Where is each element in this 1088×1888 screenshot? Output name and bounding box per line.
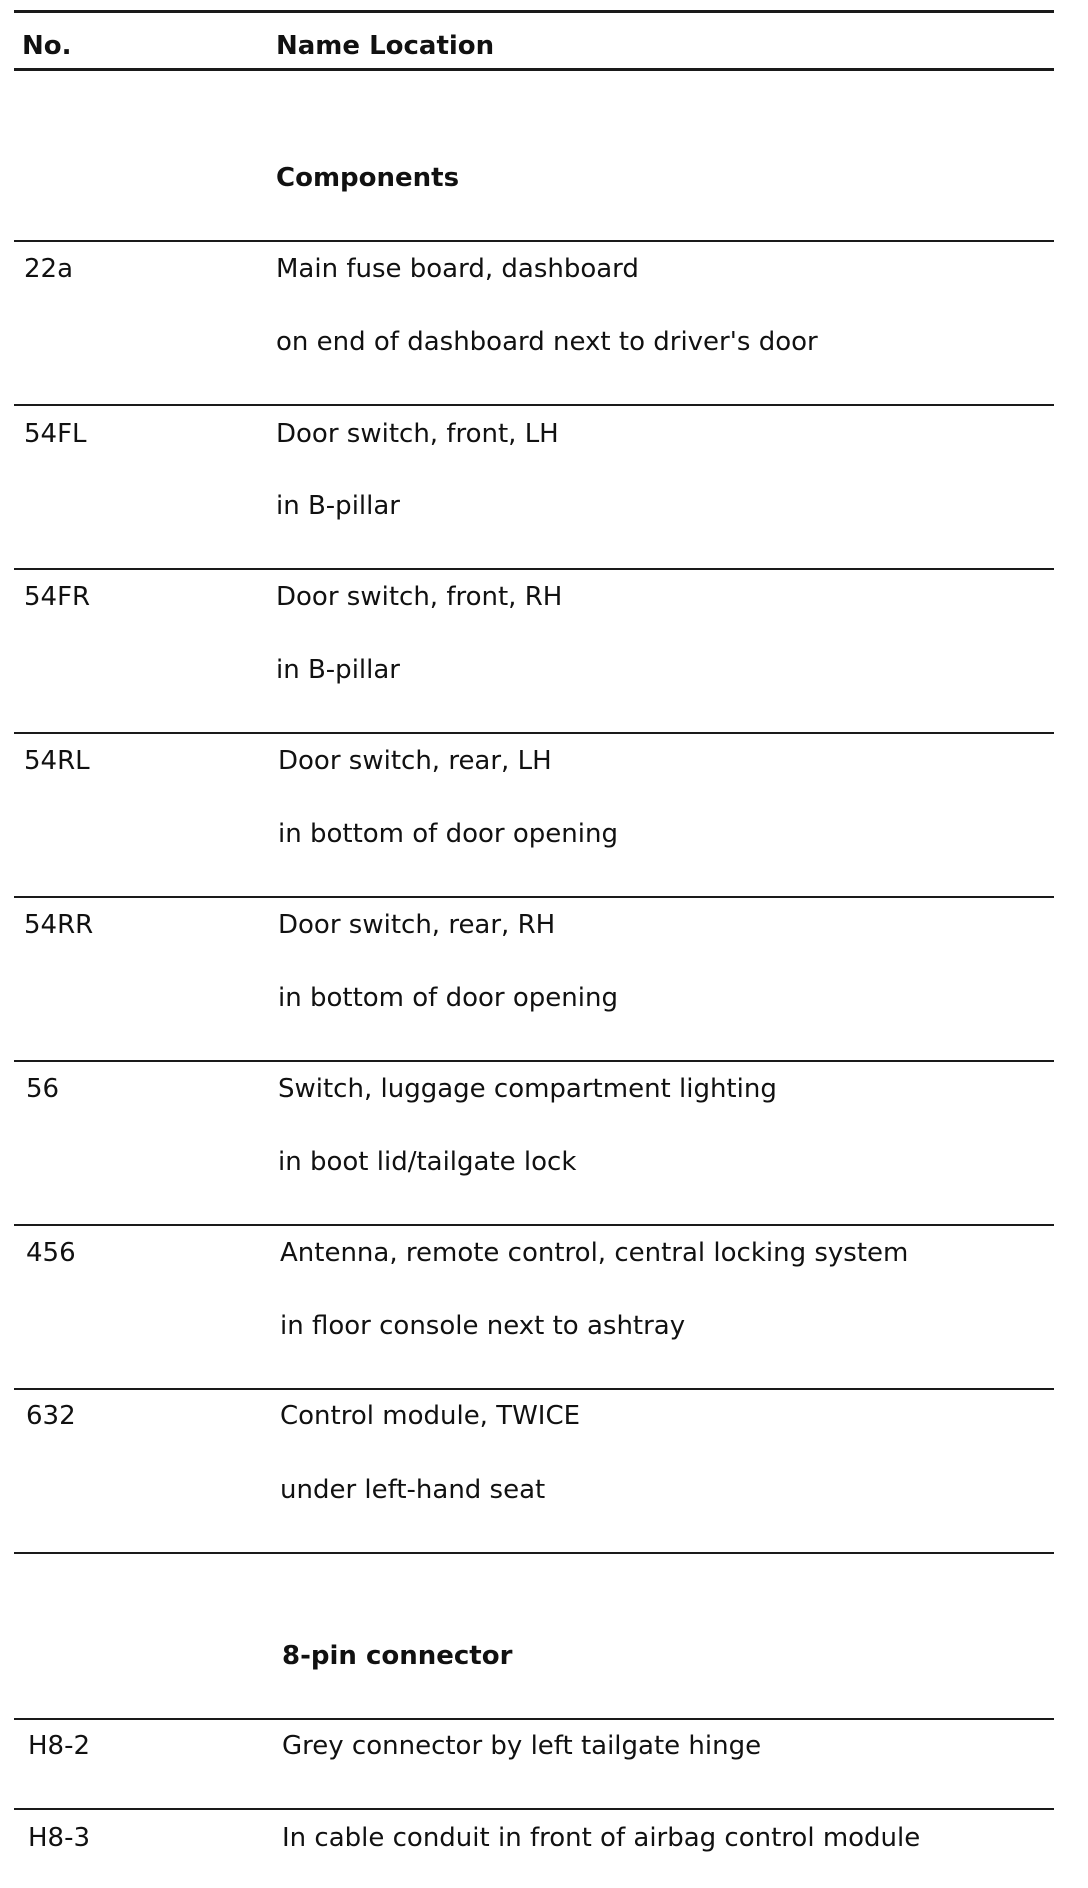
row-name: Main fuse board, dashboard bbox=[276, 254, 639, 284]
row-name: Door switch, rear, RH bbox=[278, 910, 556, 940]
row-location: in B-pillar bbox=[276, 655, 400, 685]
row-number: 632 bbox=[26, 1401, 76, 1431]
row-name: Door switch, front, RH bbox=[276, 582, 563, 612]
row-name: Door switch, front, LH bbox=[276, 419, 559, 449]
row-number: H8-3 bbox=[28, 1823, 91, 1853]
row-name: Grey connector by left tailgate hinge bbox=[282, 1731, 762, 1761]
row-location: in B-pillar bbox=[276, 491, 400, 521]
row-divider bbox=[14, 1224, 1054, 1226]
section-title-components: Components bbox=[276, 163, 460, 193]
row-divider bbox=[14, 1808, 1054, 1810]
header-bottom-rule bbox=[14, 68, 1054, 71]
row-number: 54RR bbox=[24, 910, 94, 940]
header-no: No. bbox=[22, 31, 72, 61]
row-divider bbox=[14, 1060, 1054, 1062]
row-number: 22a bbox=[24, 254, 74, 284]
row-location: in bottom of door opening bbox=[278, 983, 618, 1013]
row-number: 456 bbox=[26, 1238, 76, 1268]
row-number: 54FR bbox=[24, 582, 91, 612]
row-location: in bottom of door opening bbox=[278, 819, 618, 849]
row-divider bbox=[14, 896, 1054, 898]
row-divider bbox=[14, 1388, 1054, 1390]
row-location: in floor console next to ashtray bbox=[280, 1311, 686, 1341]
row-name: Switch, luggage compartment lighting bbox=[278, 1074, 777, 1104]
row-divider bbox=[14, 1718, 1054, 1720]
row-name: Door switch, rear, LH bbox=[278, 746, 552, 776]
row-divider bbox=[14, 732, 1054, 734]
row-divider bbox=[14, 404, 1054, 406]
row-location: on end of dashboard next to driver's door bbox=[276, 327, 818, 357]
row-number: H8-2 bbox=[28, 1731, 91, 1761]
row-name: Control module, TWICE bbox=[280, 1401, 581, 1431]
row-number: 56 bbox=[26, 1074, 60, 1104]
header-name-location: Name Location bbox=[276, 31, 495, 61]
row-divider bbox=[14, 568, 1054, 570]
row-name: In cable conduit in front of airbag control module bbox=[282, 1823, 921, 1853]
table-top-rule bbox=[14, 10, 1054, 13]
row-number: 54FL bbox=[24, 419, 87, 449]
row-name: Antenna, remote control, central locking system bbox=[280, 1238, 909, 1268]
section-title-8-pin-connector: 8-pin connector bbox=[282, 1641, 513, 1671]
section-end-rule bbox=[14, 1552, 1054, 1554]
row-location: in boot lid/tailgate lock bbox=[278, 1147, 577, 1177]
row-location: under left-hand seat bbox=[280, 1475, 546, 1505]
row-divider bbox=[14, 240, 1054, 242]
row-number: 54RL bbox=[24, 746, 90, 776]
